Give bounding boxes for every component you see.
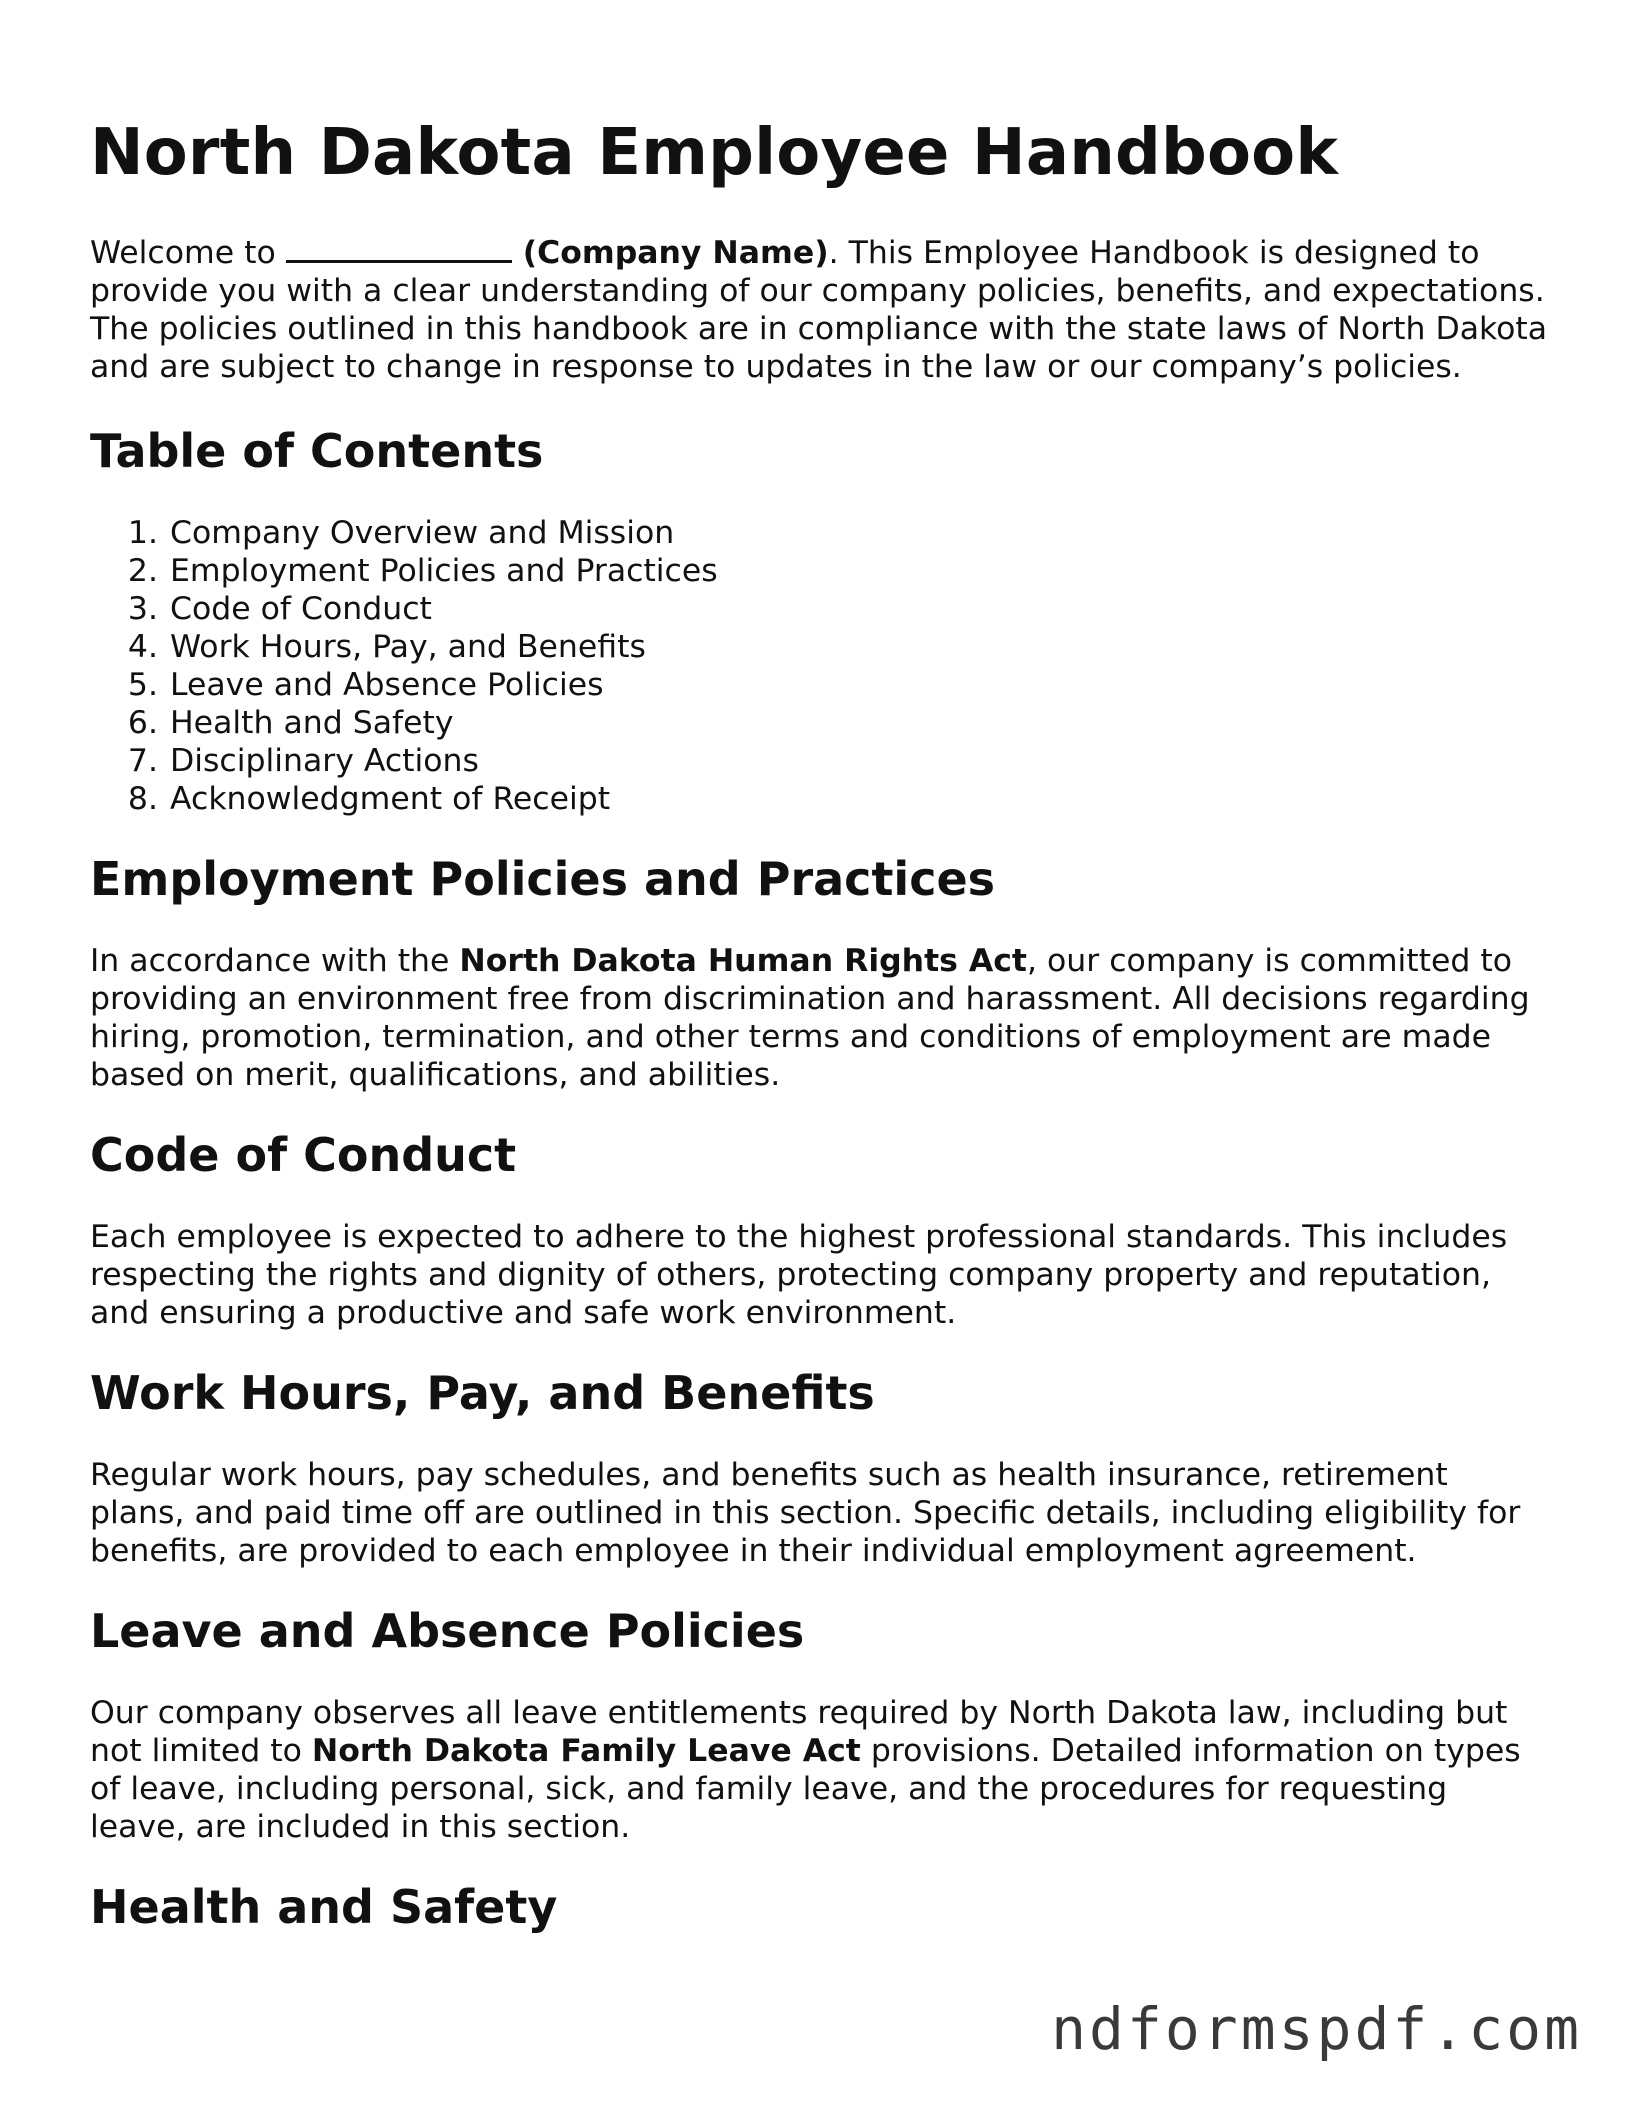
- document-title: North Dakota Employee Handbook: [90, 116, 1339, 190]
- document-page: [90, 0, 1550, 1935]
- health-heading: Health and Safety: [90, 1880, 558, 1934]
- leave-heading: Leave and Absence Policies: [90, 1604, 805, 1658]
- toc-item: 2. Employment Policies and Practices: [168, 552, 1550, 590]
- toc-item: 5. Leave and Absence Policies: [168, 666, 1550, 704]
- employment-body: [90, 942, 1550, 1094]
- employment-heading: Employment Policies and Practices: [90, 852, 996, 906]
- human-rights-act: North Dakota Human Rights Act: [459, 943, 1027, 979]
- intro-prefix: Welcome to: [90, 235, 286, 271]
- leave-body: [90, 1694, 1550, 1846]
- intro-rest: . This Employee Handbook is designed to provide you with a clear understanding of our company policies, benefits, and expectations. The policies outlined in this handbook are in compliance with the state laws of North Dakota and are subject to change in response to updates in the law or our company’s policies.: [90, 235, 1548, 385]
- company-name-blank: [286, 236, 512, 263]
- toc-item: 4. Work Hours, Pay, and Benefits: [168, 628, 1550, 666]
- hours-heading: Work Hours, Pay, and Benefits: [90, 1366, 875, 1420]
- toc-item: 8. Acknowledgment of Receipt: [168, 780, 1550, 818]
- intro-paragraph: [90, 234, 1550, 386]
- toc-list: [90, 514, 1550, 818]
- employment-after: , our company is committed to providing an environment free from discrimination and harassment. All decisions regarding hiring, promotion, termination, and other terms and conditions of employment are made based on merit, qualifications, and abilities.: [90, 943, 1530, 1093]
- conduct-body: Each employee is expected to adhere to the highest professional standards. This includes respecting the rights and dignity of others, protecting company property and reputation, and ensuring a productive and safe work environment.: [90, 1219, 1508, 1331]
- company-name-label: (Company Name): [511, 235, 829, 271]
- watermark: ndformspdf.com: [1051, 1995, 1582, 2063]
- toc-item: 6. Health and Safety: [168, 704, 1550, 742]
- conduct-heading: Code of Conduct: [90, 1128, 517, 1182]
- toc-heading: Table of Contents: [90, 424, 544, 478]
- employment-before: In accordance with the: [90, 943, 460, 979]
- toc-item: 7. Disciplinary Actions: [168, 742, 1550, 780]
- hours-body: Regular work hours, pay schedules, and benefits such as health insurance, retirement plans, and paid time off are outlined in this section. Specific details, including eligibility for benefits, are provided to each employee in their individual employment agreement.: [90, 1457, 1521, 1569]
- toc-item: 1. Company Overview and Mission: [168, 514, 1550, 552]
- toc-item: 3. Code of Conduct: [168, 590, 1550, 628]
- family-leave-act: North Dakota Family Leave Act: [311, 1733, 861, 1769]
- leave-before: Our company observes all leave entitlements required by North Dakota law, including but not limited to: [90, 1695, 1508, 1769]
- leave-after: provisions. Detailed information on types of leave, including personal, sick, and family leave, and the procedures for requesting leave, are included in this section.: [90, 1733, 1521, 1845]
